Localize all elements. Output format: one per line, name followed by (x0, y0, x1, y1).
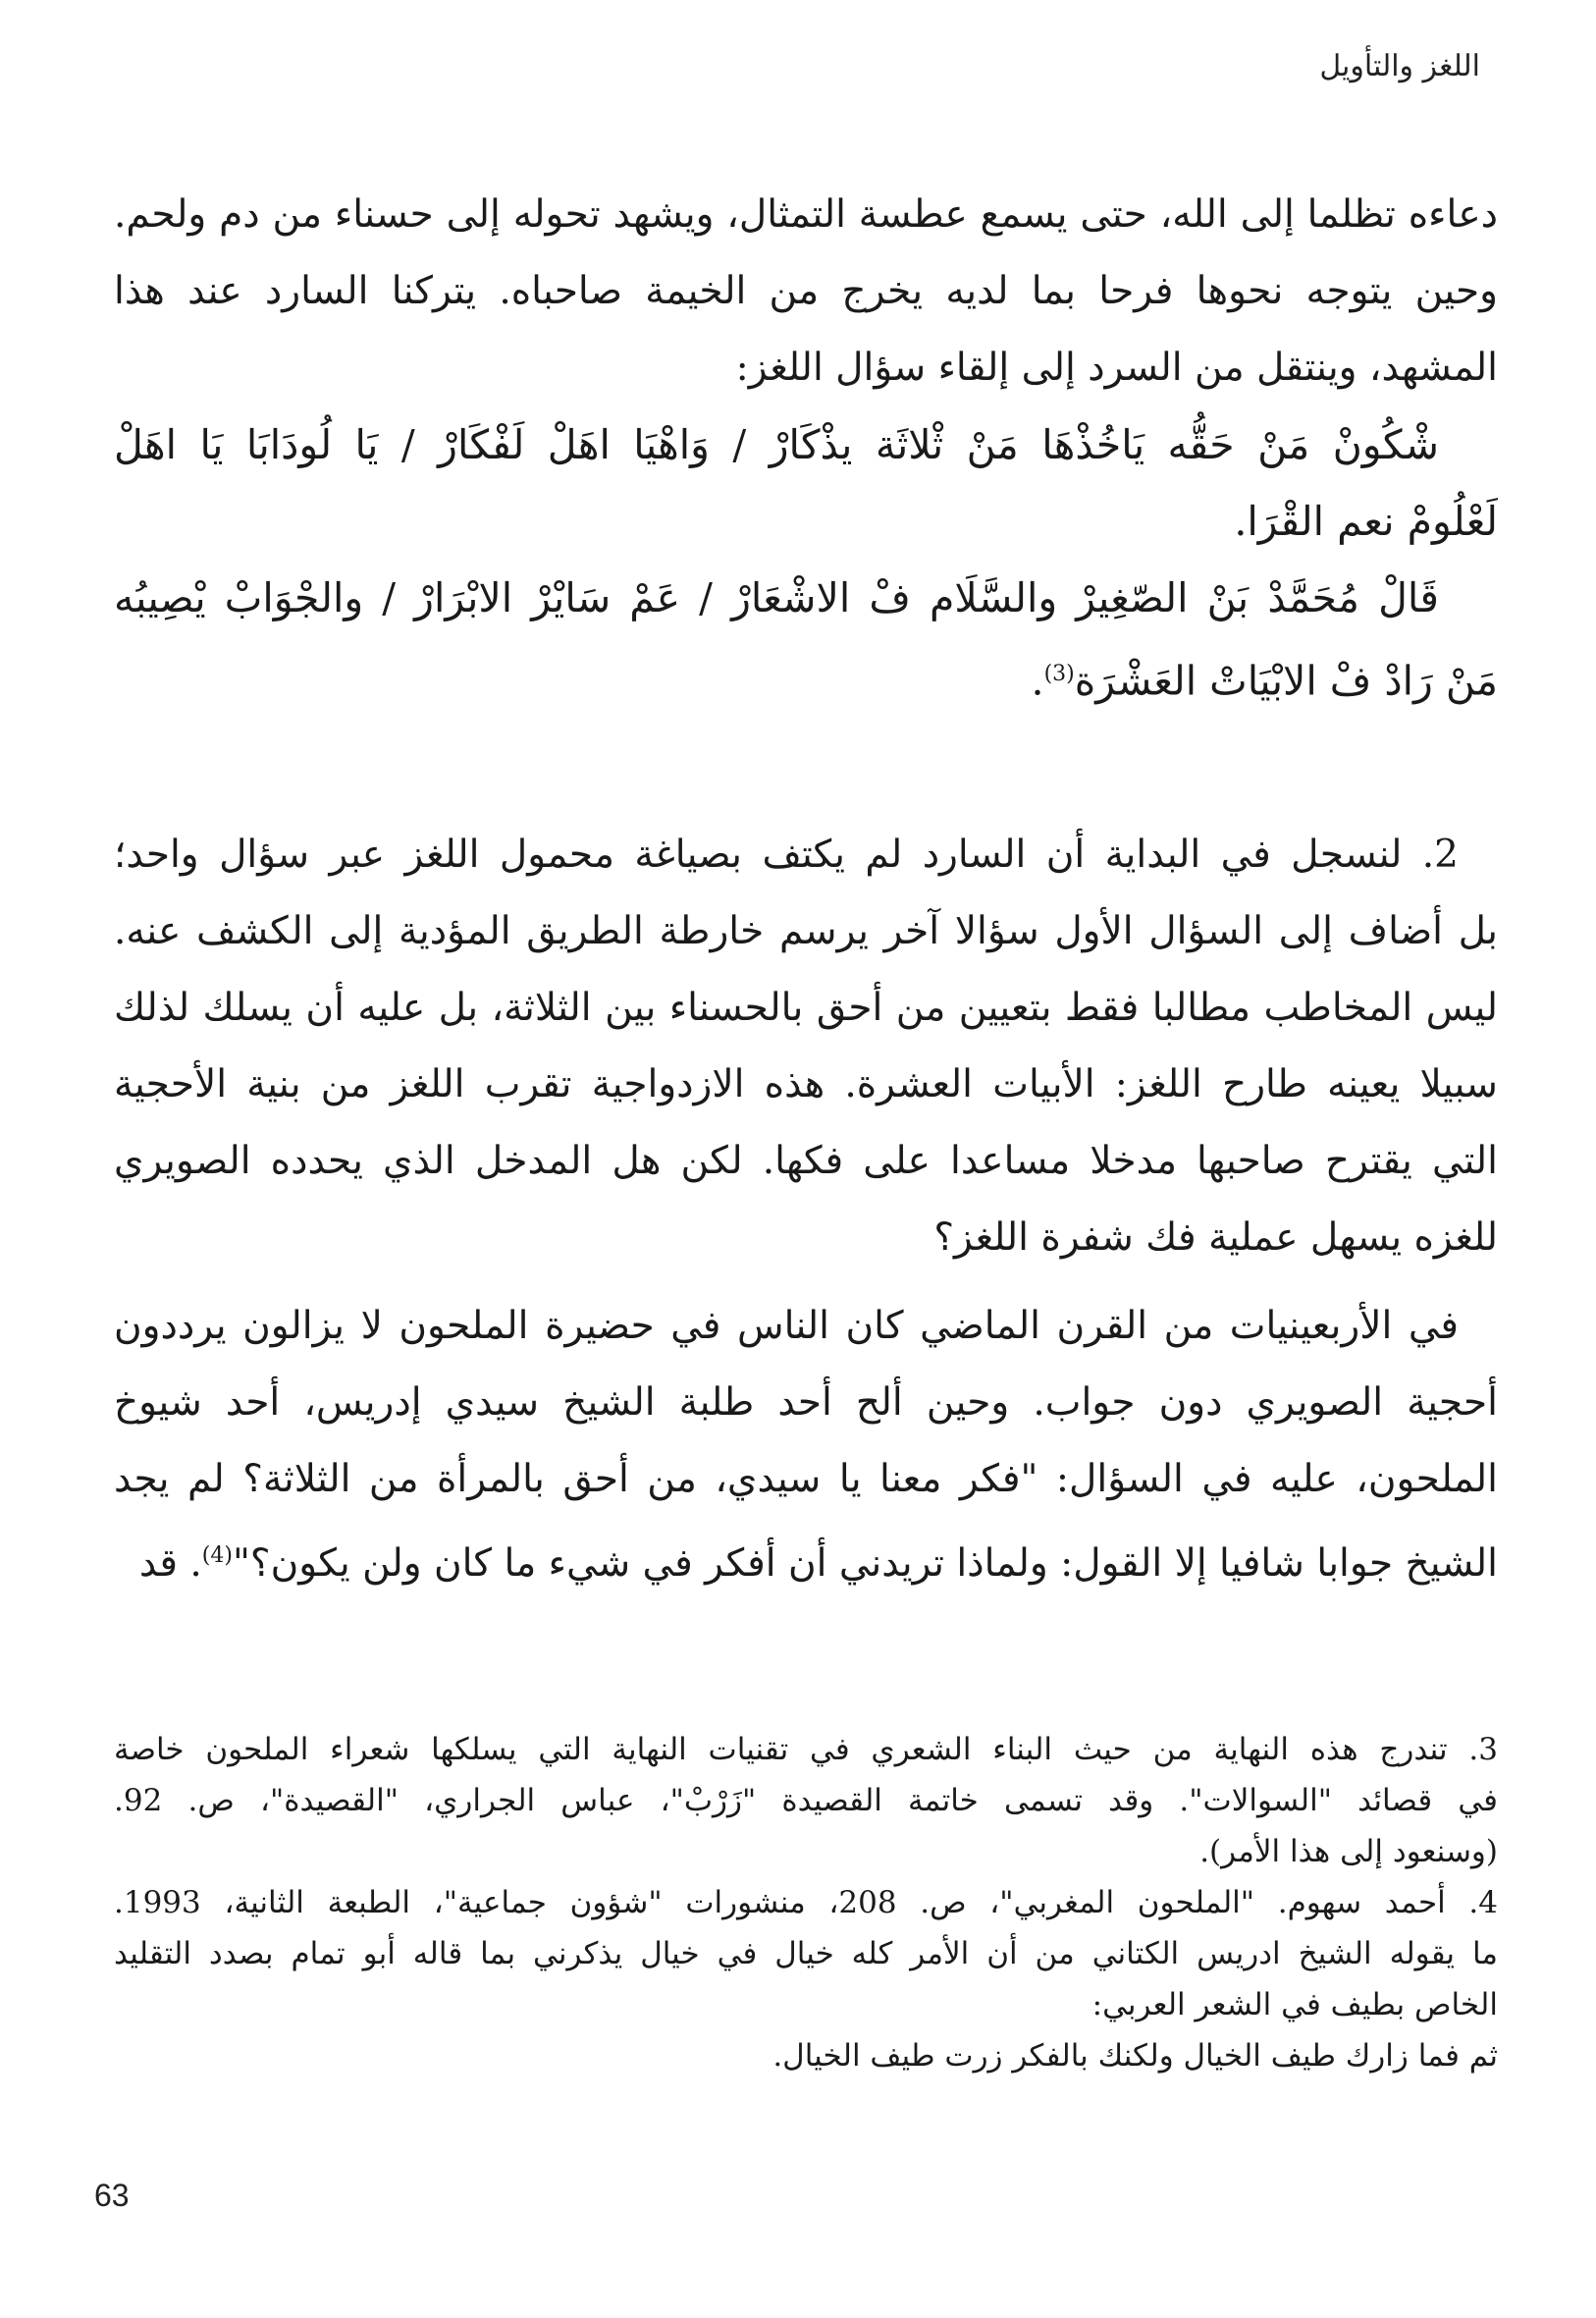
verse-line: شْكُونْ مَنْ حَقُّه يَاخُذْهَا مَنْ ثْلاثَة يذْكَارْ / وَاهْيَا اهَلْ لَفْكَارْ / يَا لُودَابَا يَا اهَلْ (114, 421, 1439, 468)
text-line: للغزه يسهل عملية فك شفرة اللغز؟ (933, 1215, 1498, 1260)
text-line: الملحون، عليه في السؤال: "فكر معنا يا سيدي، من أحق بالمرأة من الثلاثة؟ لم يجد (114, 1457, 1498, 1501)
verse-line: قَالْ مُحَمَّدْ بَنْ الصّغِيرْ والسَّلَام فْ الاشْعَارْ / عَمْ سَايْرْ الابْرَارْ / والجْوَابْ يْصِيبُه (114, 574, 1439, 621)
verse-text: مَنْ رَادْ فْ الابْيَاتْ العَشْرَة (1074, 657, 1498, 705)
text-line: 2. لنسجل في البداية أن السارد لم يكتف بصياغة محمول اللغز عبر سؤال واحد؛ (114, 833, 1459, 877)
line-tail: . قد (138, 1541, 202, 1586)
page-number: 63 (94, 2178, 130, 2213)
text-line: وحين يتوجه نحوها فرحا بما لديه يخرج من الخيمة صاحباه. يتركنا السارد عند هذا (114, 269, 1498, 313)
text-block-history (114, 1288, 1498, 1594)
line-text: الشيخ جوابا شافيا إلا القول: ولماذا تريدني أن أفكر في شيء ما كان ولن يكون؟" (232, 1541, 1498, 1586)
footnote-4-line: ما يقوله الشيخ ادريس الكتاني من أن الأمر كله خيال في خيال يذكرني بما قاله أبو تمام بصدد التقليد (114, 1936, 1498, 1971)
text-line: التي يقترح صاحبها مدخلا مساعدا على فكها. لكن هل المدخل الذي يحدده الصويري (114, 1139, 1498, 1183)
footnote-ref-3: (3) (1043, 662, 1075, 686)
footnote-ref-4: (4) (201, 1543, 233, 1568)
text-line: المشهد، وينتقل من السرد إلى إلقاء سؤال اللغز: (735, 346, 1498, 390)
footnote-3-line: في قصائد "السوالات". وقد تسمى خاتمة القصيدة "زَرْبْ"، عباس الجراري، "القصيدة"، ص. 92. (114, 1783, 1498, 1818)
text-line: بل أضاف إلى السؤال الأول سؤالا آخر يرسم خارطة الطريق المؤدية إلى الكشف عنه. (114, 909, 1498, 953)
footnotes (114, 1724, 1498, 2081)
footnote-4-line: 4. أحمد سهوم. "الملحون المغربي"، ص. 208، منشورات "شؤون جماعية"، الطبعة الثانية، 1993. (114, 1885, 1498, 1920)
footnote-3-line: (وسنعود إلى هذا الأمر). (1199, 1834, 1498, 1869)
text-line: سبيلا يعينه طارح اللغز: الأبيات العشرة. هذه الازدواجية تقرب اللغز من بنية الأحجية (114, 1062, 1498, 1106)
text-line: دعاءه تظلما إلى الله، حتى يسمع عطسة التمثال، ويشهد تحوله إلى حسناء من دم ولحم. (114, 192, 1498, 237)
text-block-analysis (114, 817, 1498, 1276)
text-line (114, 1518, 1498, 1594)
footnote-3-line: 3. تندرج هذه النهاية من حيث البناء الشعري في تقنيات النهاية التي يسلكها شعراء الملحون خاصة (114, 1732, 1498, 1767)
text-block-intro (114, 177, 1498, 713)
verse-line: لَعْلُومْ نعم القْرَا. (1234, 498, 1498, 545)
running-title: اللغز والتأويل (1319, 49, 1480, 83)
verse-line (114, 636, 1498, 713)
period: . (1031, 657, 1044, 705)
footnote-4-verse: ثم فما زارك طيف الخيال ولكنك بالفكر زرت طيف الخيال. (772, 2038, 1498, 2074)
text-line: في الأربعينيات من القرن الماضي كان الناس في حضيرة الملحون لا يزالون يرددون (114, 1304, 1459, 1348)
footnote-4-line: الخاص بطيف في الشعر العربي: (1091, 1987, 1498, 2022)
text-line: ليس المخاطب مطالبا فقط بتعيين من أحق بالحسناء بين الثلاثة، بل عليه أن يسلك لذلك (114, 986, 1498, 1030)
text-line: أحجية الصويري دون جواب. وحين ألح أحد طلبة الشيخ سيدي إدريس، أحد شيوخ (114, 1380, 1498, 1425)
